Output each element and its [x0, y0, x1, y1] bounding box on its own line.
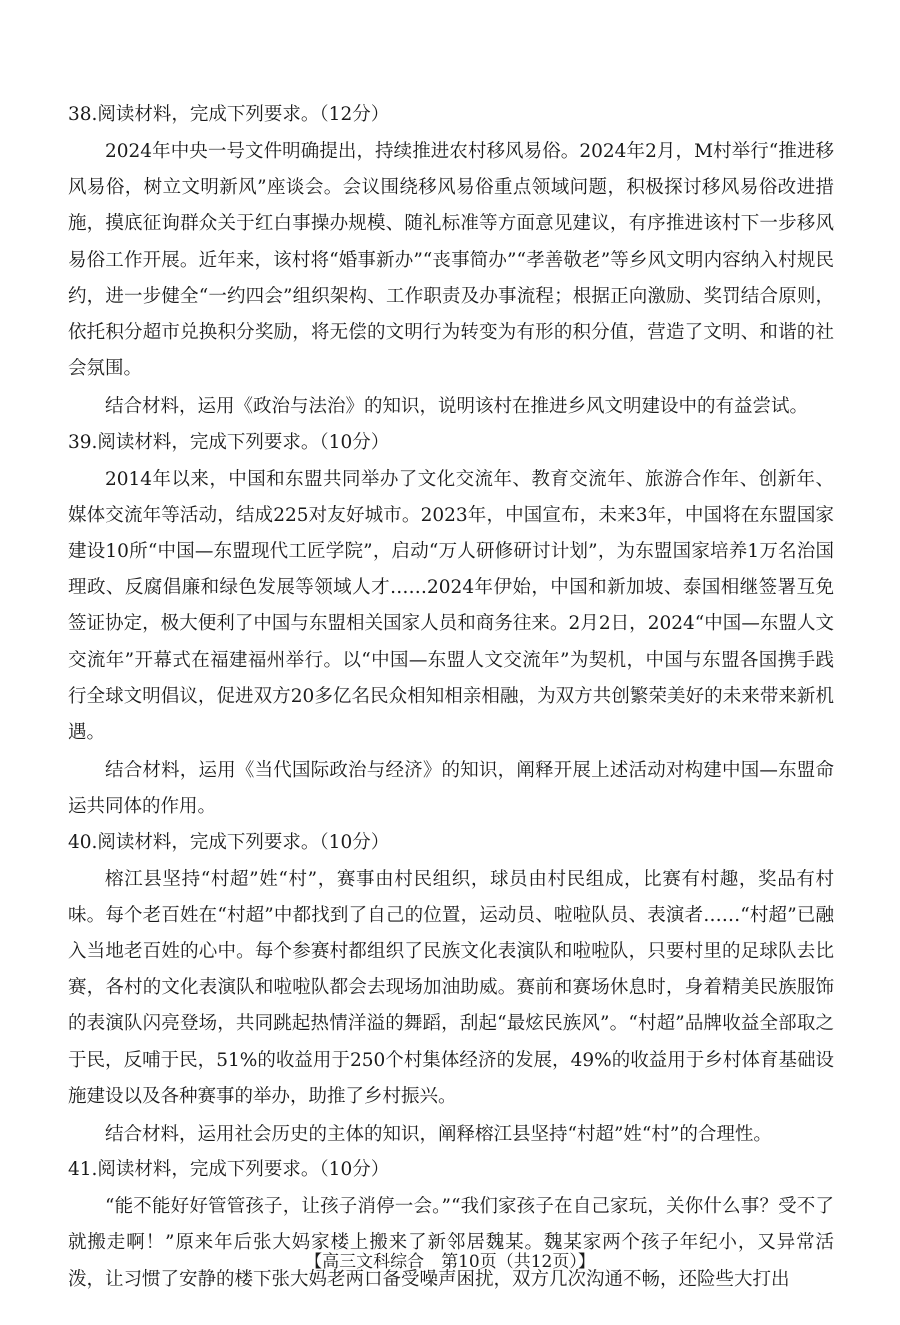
question-41 [68, 1155, 834, 1298]
question-40 [68, 828, 834, 1154]
question-head: 40.阅读材料，完成下列要求。（10分） [68, 831, 390, 853]
material-paragraph: 榕江县坚持“村超”姓“村”，赛事由村民组织，球员由村民组成，比赛有村趣，奖品有村味。每个老百姓在“村超”中都找到了自己的位置，运动员、啦啦队员、表演者……“村超”已融入当地老百姓的心中。每个参赛村都组织了民族文化表演队和啦啦队，只要村里的足球队去比赛，各村的文化表演队和啦啦队都会去现场加油助威。赛前和赛场休息时，身着精美民族服饰的表演队闪亮登场，共同跳起热情洋溢的舞蹈，刮起“最炫民族风”。“村超”品牌收益全部取之于民，反哺于民，51%的收益用于250个村集体经济的发展，49%的收益用于乡村体育基础设施建设以及各种赛事的举办，助推了乡村振兴。 [68, 868, 834, 1107]
task-paragraph: 结合材料，运用《当代国际政治与经济》的知识，阐释开展上述活动对构建中国—东盟命运共同体的作用。 [68, 760, 834, 818]
question-39 [68, 428, 834, 826]
page-content [68, 100, 834, 1300]
page-footer: 【高三文科综合 第10页（共12页）】 [305, 1252, 595, 1272]
question-head: 39.阅读材料，完成下列要求。（10分） [68, 431, 390, 453]
question-head: 41.阅读材料，完成下列要求。（10分） [68, 1159, 390, 1181]
material-paragraph: 2024年中央一号文件明确提出，持续推进农村移风易俗。2024年2月，M村举行“推进移风易俗，树立文明新风”座谈会。会议围绕移风易俗重点领域问题，积极探讨移风易俗改进措施，摸底征询群众关于红白事操办规模、随礼标准等方面意见建议，有序推进该村下一步移风易俗工作开展。近年来，该村将“婚事新办”“丧事简办”“孝善敬老”等乡风文明内容纳入村规民约，进一步健全“一约四会”组织架构、工作职责及办事流程；根据正向激励、奖罚结合原则，依托积分超市兑换积分奖励，将无偿的文明行为转变为有形的积分值，营造了文明、和谐的社会氛围。 [68, 141, 834, 380]
material-paragraph: 2014年以来，中国和东盟共同举办了文化交流年、教育交流年、旅游合作年、创新年、媒体交流年等活动，结成225对友好城市。2023年，中国宣布，未来3年，中国将在东盟国家建设10所“中国—东盟现代工匠学院”，启动“万人研修研讨计划”，为东盟国家培养1万名治国理政、反腐倡廉和绿色发展等领域人才……2024年伊始，中国和新加坡、泰国相继签署互免签证协定，极大便利了中国与东盟相关国家人员和商务往来。2月2日，2024“中国—东盟人文交流年”开幕式在福建福州举行。以“中国—东盟人文交流年”为契机，中国与东盟各国携手践行全球文明倡议，促进双方20多亿名民众相知相亲相融，为双方共创繁荣美好的未来带来新机遇。 [68, 468, 834, 744]
task-paragraph: 结合材料，运用《政治与法治》的知识，说明该村在推进乡风文明建设中的有益尝试。 [105, 396, 809, 418]
question-38 [68, 100, 834, 426]
question-head: 38.阅读材料，完成下列要求。（12分） [68, 104, 390, 125]
task-paragraph: 结合材料，运用社会历史的主体的知识，阐释榕江县坚持“村超”姓“村”的合理性。 [105, 1124, 772, 1146]
material-paragraph: “能不能好好管管孩子，让孩子消停一会。”“我们家孩子在自己家玩，关你什么事？受不了就搬走啊！”原来年后张大妈家楼上搬来了新邻居魏某。魏某家两个孩子年纪小，又异常活泼，让习惯了安静的楼下张大妈老两口备受噪声困扰，双方几次沟通不畅，还险些大打出 [68, 1196, 834, 1290]
